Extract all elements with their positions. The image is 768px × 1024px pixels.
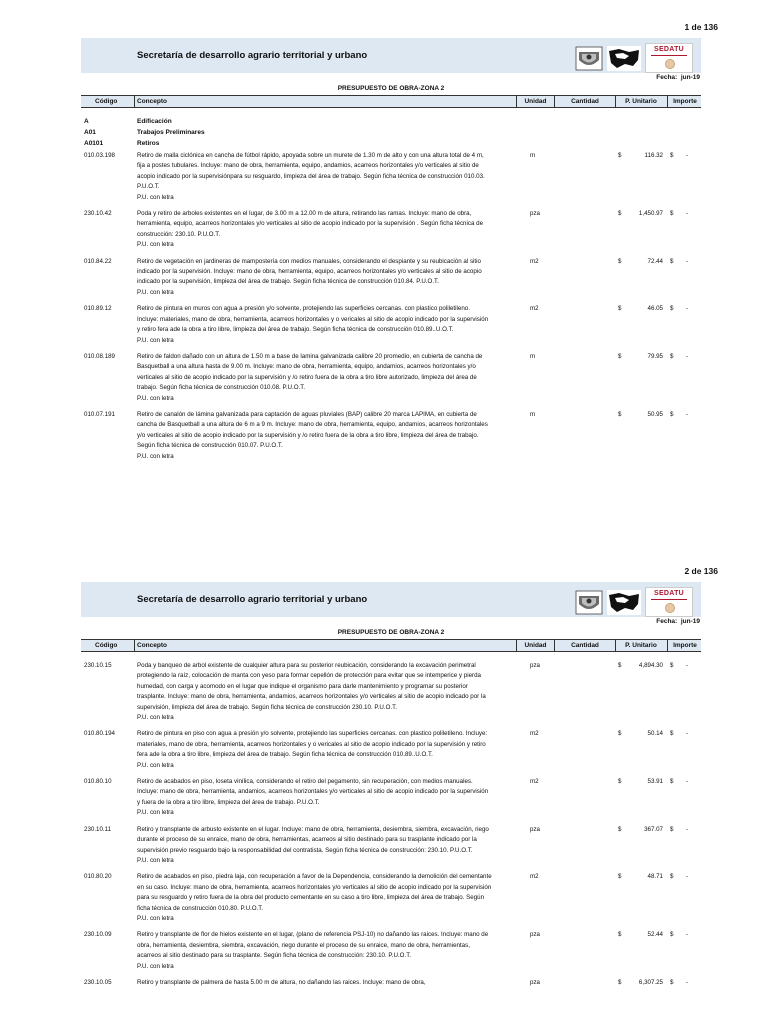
pu-con-letra: P.U. con letra: [137, 761, 174, 769]
item-description: Retiro de pintura en piso con agua a presión y/o solvente, protejiendo las superficies cercanas. con plastico poliletileno. Incluye: materiales, mano de obra, herramienta, acarreos horizontales y o vericales al sitio de acopio indicado por la supervisión y retiro fera ade la obra a tiro libre, limpieza del área de trabajo. Según ficha técnica de construcción 010.89..U.O.T.: [137, 730, 488, 759]
currency-symbol: $: [670, 931, 674, 939]
logos: [575, 43, 693, 73]
group-heading: [0, 140, 768, 151]
item-unit: pza: [530, 662, 540, 669]
currency-symbol: $: [670, 210, 674, 218]
item-importe: -: [686, 825, 689, 833]
group-heading: [0, 118, 768, 129]
item-description: Retiro de faldon dañado con un altura de 1.50 m a base de lamina galvanizada calibre 20 promedio, en cubierta de cancha de Basquetball a una altura hasta de 9.00 m. Incluye: mano de obra, herramienta, equipo, andamios, acarreos horizontales y/o verticales al sitio de acopio indicado por la supervisión y /o retiro fuera de la obra a tiro libre autorizado, limpieza del área de trabajo. Según ficha técnica de construcción 010.08. P.U.O.T.: [137, 352, 483, 392]
sedatu-logo: SEDATU: [645, 43, 693, 73]
header-banner: [81, 38, 701, 73]
item-unit-price: 50.95: [647, 410, 663, 418]
currency-symbol: $: [670, 662, 674, 669]
currency-symbol: $: [618, 825, 622, 833]
col-codigo: Código: [95, 642, 118, 649]
org-title: Secretaría de desarrollo agrario territorial y urbano: [137, 594, 368, 605]
map-logo-icon: [607, 46, 641, 71]
currency-symbol: $: [618, 257, 622, 265]
pu-con-letra: P.U. con letra: [137, 809, 174, 817]
col-cantidad: Cantidad: [554, 640, 615, 651]
table-row: [0, 209, 768, 251]
table-row: [0, 151, 768, 203]
item-unit-price: 52.44: [647, 931, 663, 939]
item-unit-price: 1,450.97: [638, 210, 663, 218]
item-code: 010.89.12: [84, 305, 112, 313]
pu-con-letra: P.U. con letra: [137, 962, 174, 970]
unam-crest-icon: [575, 46, 603, 71]
table-row: [0, 661, 768, 723]
item-importe: -: [686, 152, 689, 159]
item-unit-price: 46.05: [647, 305, 663, 313]
item-code: 010.80.20: [84, 873, 112, 881]
item-description: Poda y retiro de arboles existentes en el lugar, de 3.00 m a 12.00 m de altura, retirando las ramas. Incluye: mano de obra, herramienta, equipo, acarreos horizontales y/o verticales al sitio de acopio indicado por la supervisión . Según ficha técnica de construcción: 230.10. P.U.O.T.: [137, 210, 484, 238]
table-row: [0, 777, 768, 819]
currency-symbol: $: [618, 152, 622, 159]
item-description: Retiro de acabados en piso, loseta vinílica, considerando el retiro del pegamento, sin recuperación, con medios manuales. Incluye: mano de obra, herramienta, andamios, acarreos horizontales y/o verticales al sitio de acopio indicado por la supervisión y fuera de la obra a tiro libre, limpieza del área de trabajo. P.U.O.T.: [137, 778, 489, 806]
item-unit-price: 53.91: [647, 778, 663, 786]
table-header: [81, 639, 701, 652]
currency-symbol: $: [618, 730, 622, 738]
item-importe: -: [686, 305, 689, 313]
item-importe: -: [686, 257, 689, 265]
item-importe: -: [686, 410, 689, 418]
table-body: [0, 118, 768, 468]
item-description: Retiro y transplante de arbusto existente en el lugar. Incluye: mano de obra, herramienta, desiembra, siembra, excavación, riego durante el proceso de su enraice, mano de obra, herramientas, acarreos al sitio destinado para su trasplante indicado por la supervisión previo resguardo bajo la responsabilidad del contratista. Según ficha técnica de construcción: 230.10. P.U.O.T.: [137, 825, 489, 854]
currency-symbol: $: [618, 210, 622, 218]
currency-symbol: $: [670, 978, 674, 986]
date-field: [656, 618, 700, 625]
item-unit: m2: [530, 257, 539, 265]
group-label: Edificación: [137, 118, 172, 125]
currency-symbol: $: [670, 778, 674, 786]
item-unit-price: 4,894.30: [638, 662, 663, 669]
col-concepto: Concepto: [134, 96, 517, 107]
group-code: A01: [84, 129, 96, 136]
item-description: Retiro y transplante de palmera de hasta 5.00 m de altura, no dañando las raices. Incluye: mano de obra,: [137, 978, 426, 986]
date-field: [656, 74, 700, 81]
item-importe: -: [686, 873, 689, 881]
col-p-unitario: P. Unitario: [615, 96, 666, 107]
date-label: Fecha:: [656, 618, 678, 625]
col-unidad: Unidad: [516, 96, 554, 107]
col-importe: Importe: [667, 640, 702, 651]
group-code: A0101: [84, 140, 104, 147]
item-code: 230.10.05: [84, 978, 112, 986]
item-importe: -: [686, 730, 689, 738]
pu-con-letra: P.U. con letra: [137, 193, 174, 201]
currency-symbol: $: [670, 825, 674, 833]
table-header: [81, 95, 701, 108]
col-p-unitario: P. Unitario: [615, 640, 666, 651]
table-body: [0, 661, 768, 994]
item-unit: m2: [530, 873, 539, 881]
group-label: Retiros: [137, 140, 160, 147]
item-description: Retiro y transplante de flor de hielos existente en el lugar, (plano de referencia PSJ-10) no dañando las raices. Incluye: mano de obra, herramienta, desiembra, siembra, excavación, riego durante el proceso de su enraice, mano de obra, herramientas, acarreos al sitio destinado para su trasplante. Según ficha técnica de construcción: 230.10. P.U.O.T.: [137, 931, 489, 960]
item-unit: m2: [530, 305, 539, 313]
org-title: Secretaría de desarrollo agrario territorial y urbano: [137, 50, 368, 61]
currency-symbol: $: [618, 978, 622, 986]
item-unit: pza: [530, 210, 540, 218]
item-description: Retiro de pintura en muros con agua a presión y/o solvente, protejiendo las superficies cercanas. con plastico poliletileno. Incluye: materiales, mano de obra, herramienta, acarreos horizontales y o vericales al sitio de acopio indicado por la supervisión y retiro fera ade la obra a tiro libre, limpieza del área de trabajo. Según ficha técnica de construcción 010.89..U.O.T.: [137, 305, 489, 334]
table-row: [0, 978, 768, 988]
document-title: PRESUPUESTO DE OBRA-ZONA 2: [337, 85, 445, 92]
currency-symbol: $: [670, 730, 674, 738]
item-description: Retiro de vegetación en jardineras de mampostería con medios manuales, considerando el despiante y su reubicación al sitio indicado por la supervisión. Incluye: mano de obra, herramienta, equipo, acarreos horizontales y/o verticales al sitio de acopio indicado por la supervisión, limpieza del área de trabajo. Según ficha técnica de construcción 010.84. P.U.O.T.: [137, 257, 482, 286]
item-code: 010.80.194: [84, 730, 115, 738]
item-unit: m: [530, 410, 536, 418]
item-unit-price: 116.32: [644, 152, 663, 159]
header-banner: [81, 582, 701, 617]
col-unidad: Unidad: [516, 640, 554, 651]
item-code: 230.10.42: [84, 210, 112, 218]
table-row: [0, 257, 768, 299]
item-unit: m: [530, 352, 536, 360]
item-unit: pza: [530, 978, 540, 986]
table-row: [0, 352, 768, 404]
item-importe: -: [686, 352, 689, 360]
table-row: [0, 410, 768, 462]
item-importe: -: [686, 931, 689, 939]
table-row: [0, 825, 768, 867]
item-unit-price: 367.07: [644, 825, 663, 833]
date-value: jun-19: [680, 618, 700, 625]
currency-symbol: $: [670, 152, 674, 159]
table-row: [0, 930, 768, 972]
pu-con-letra: P.U. con letra: [137, 452, 174, 460]
table-row: [0, 729, 768, 771]
item-code: 230.10.15: [84, 662, 112, 669]
currency-symbol: $: [670, 352, 674, 360]
pu-con-letra: P.U. con letra: [137, 241, 174, 249]
item-code: 010.07.191: [84, 410, 115, 418]
currency-symbol: $: [670, 873, 674, 881]
item-importe: -: [686, 778, 689, 786]
map-logo-icon: [607, 590, 641, 615]
col-cantidad: Cantidad: [554, 96, 615, 107]
item-code: 010.08.189: [84, 352, 115, 360]
currency-symbol: $: [618, 873, 622, 881]
item-code: 230.10.09: [84, 931, 112, 939]
item-unit-price: 6,307.25: [638, 978, 663, 986]
item-unit-price: 48.71: [647, 873, 663, 881]
item-description: Poda y banqueo de arbol existente de cualquier altura para su posterior reubicación, considerando la excavación perimetral protegiendo la raíz, colocación de manta con yeso para formar cepellón de protección para evitar que se intemperice y pierda humedad, con carga y acomodo en el lugar que indique el organismo para darle mantenimiento y programar su posterior trasplante. Incluye: mano de obra, herramienta, andamios, acarreos horizontales y/o verticales al sitio de acopio indicado por la supervisión, limpieza del área de trabajo. Según ficha técnica de construcción 230.10. P.U.O.T.: [137, 662, 486, 711]
pu-con-letra: P.U. con letra: [137, 394, 174, 402]
item-unit-price: 79.95: [647, 352, 663, 360]
currency-symbol: $: [618, 662, 622, 669]
page-number: 1 de 136: [684, 22, 718, 32]
item-code: 010.03.198: [84, 152, 115, 159]
page-number: 2 de 136: [684, 566, 718, 576]
logos: [575, 587, 693, 617]
item-unit-price: 50.14: [647, 730, 663, 738]
item-description: Retiro de acabados en piso, piedra laja, con recuperación a favor de la Dependencia, considerando la demolición del cementante en su caso. Incluye: mano de obra, herramienta, acarreos horizontales y/o verticales al sitio de acopio indicado por la supervisión para su resguardo y retiro fuera de la obra del producto cementante en su caso a tiro libre, limpieza del área de trabajo. Según ficha técnica de construcción 010.80. P.U.O.T.: [137, 873, 492, 912]
item-unit: m2: [530, 730, 539, 738]
item-unit: pza: [530, 931, 540, 939]
date-label: Fecha:: [656, 74, 678, 81]
pu-con-letra: P.U. con letra: [137, 288, 174, 296]
currency-symbol: $: [618, 931, 622, 939]
pu-con-letra: P.U. con letra: [137, 714, 174, 722]
col-importe: Importe: [667, 96, 702, 107]
currency-symbol: $: [618, 352, 622, 360]
item-importe: -: [686, 210, 689, 218]
item-importe: -: [686, 662, 689, 669]
col-codigo: Código: [95, 98, 118, 105]
group-code: A: [84, 118, 89, 125]
item-importe: -: [686, 978, 689, 986]
currency-symbol: $: [618, 410, 622, 418]
sedatu-logo: SEDATU: [645, 587, 693, 617]
pu-con-letra: P.U. con letra: [137, 914, 174, 922]
group-heading: [0, 129, 768, 140]
table-row: [0, 872, 768, 924]
pu-con-letra: P.U. con letra: [137, 336, 174, 344]
currency-symbol: $: [618, 305, 622, 313]
item-unit: pza: [530, 825, 540, 833]
currency-symbol: $: [670, 305, 674, 313]
item-code: 010.84.22: [84, 257, 112, 265]
document-title: PRESUPUESTO DE OBRA-ZONA 2: [337, 629, 445, 636]
item-code: 010.80.10: [84, 778, 112, 786]
group-label: Trabajos Preliminares: [137, 129, 205, 136]
page-2: [0, 563, 768, 1024]
item-description: Retiro de canalón de lámina galvanizada para captación de aguas pluviales (BAP) calibre 20 marca LAPIMA, en cubierta de cancha de Basquetball a una altura de 6 m a 9 m. Incluye: mano de obra, herramienta, equipo, andamios, acarreos horizontales y/o verticales al sitio de acopio indicado por la supervisión y /o retiro fuera de la obra a tiro libre, limpieza del área de trabajo. Según ficha técnica de construcción 010.07. P.U.O.T.: [137, 410, 488, 450]
unam-crest-icon: [575, 590, 603, 615]
currency-symbol: $: [670, 257, 674, 265]
currency-symbol: $: [618, 778, 622, 786]
item-unit: m: [530, 152, 536, 159]
col-concepto: Concepto: [134, 640, 517, 651]
table-row: [0, 304, 768, 346]
item-unit-price: 72.44: [647, 257, 663, 265]
item-description: Retiro de malla ciclónica en cancha de fútbol rápido, apoyada sobre un murete de 1.30 m de alto y con una altura total de 4 m, fija a postes tubulares. Incluye: mano de obra, herramienta, equipo, andamios, acarreos horizontales y/o verticales al sitio de acopio indicado por la supervisiónpara su resguardo, limpieza del área de trabajo. Según ficha técnica de construcción 010.03. P.U.O.T.: [137, 152, 485, 191]
item-code: 230.10.11: [84, 825, 112, 833]
item-unit: m2: [530, 778, 539, 786]
date-value: jun-19: [680, 74, 700, 81]
currency-symbol: $: [670, 410, 674, 418]
pu-con-letra: P.U. con letra: [137, 856, 174, 864]
